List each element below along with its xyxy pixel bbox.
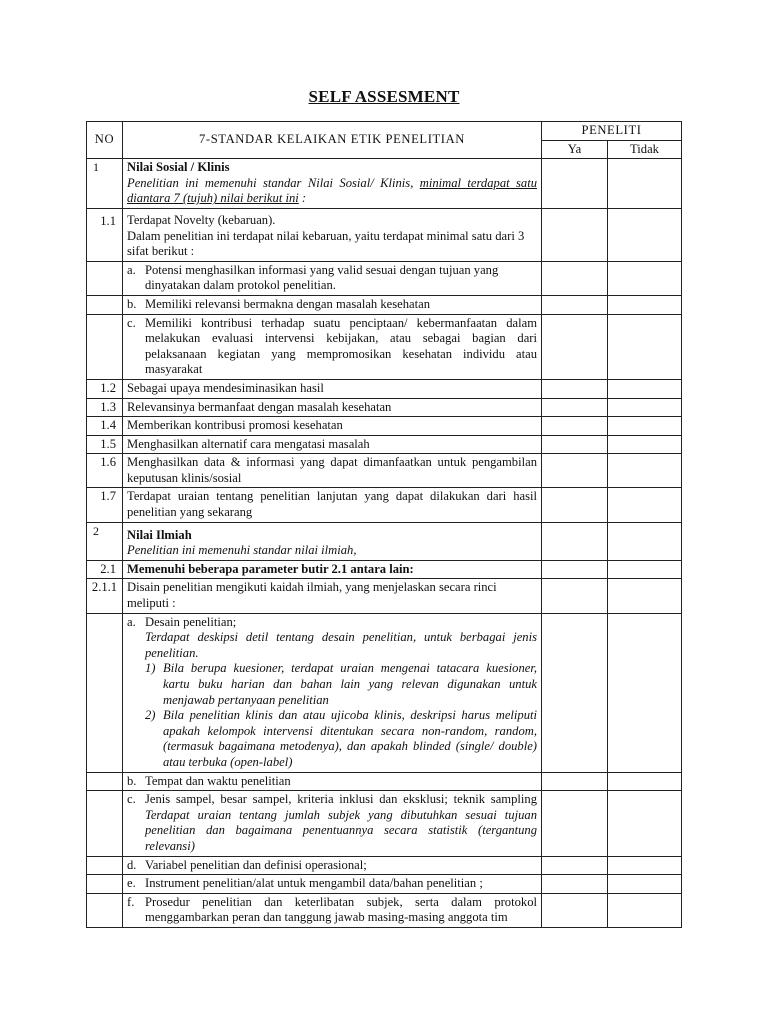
- section-description: Penelitian ini memenuhi standar Nilai Sosial/ Klinis, minimal terdapat satu diantara 7 (tujuh) nilai berikut ini :: [127, 175, 537, 206]
- checkbox-tidak[interactable]: [608, 772, 682, 791]
- list-item: d. Variabel penelitian dan definisi operasional;: [127, 857, 367, 872]
- checkbox-tidak[interactable]: [608, 454, 682, 488]
- checkbox-tidak[interactable]: [608, 893, 682, 927]
- list-item: b. Memiliki relevansi bermakna dengan masalah kesehatan: [127, 296, 431, 311]
- checkbox-tidak[interactable]: [608, 159, 682, 209]
- checkbox-ya[interactable]: [542, 772, 608, 791]
- row-number: 1.5: [87, 435, 123, 454]
- checkbox-tidak[interactable]: [608, 435, 682, 454]
- checkbox-tidak[interactable]: [608, 522, 682, 560]
- row-number: 1.7: [87, 488, 123, 522]
- table-row: [87, 379, 682, 398]
- checkbox-tidak[interactable]: [608, 295, 682, 314]
- table-row: [87, 522, 682, 560]
- table-row: [87, 893, 682, 927]
- header-tidak: Tidak: [608, 140, 682, 159]
- table-row: [87, 488, 682, 522]
- row-content: Memenuhi beberapa parameter butir 2.1 antara lain:: [123, 560, 542, 579]
- checkbox-ya[interactable]: [542, 579, 608, 613]
- row-content: [123, 314, 542, 379]
- checkbox-tidak[interactable]: [608, 488, 682, 522]
- item-description: Dalam penelitian ini terdapat nilai kebaruan, yaitu terdapat minimal satu dari 3 sifat berikut :: [127, 228, 525, 259]
- row-content: Memberikan kontribusi promosi kesehatan: [123, 417, 542, 436]
- row-content: [123, 772, 542, 791]
- row-content: Disain penelitian mengikuti kaidah ilmiah, yang menjelaskan secara rinci meliputi :: [123, 579, 542, 613]
- header-standard: 7-STANDAR KELAIKAN ETIK PENELITIAN: [123, 122, 542, 159]
- checkbox-ya[interactable]: [542, 791, 608, 856]
- table-row: [87, 791, 682, 856]
- checkbox-tidak[interactable]: [608, 417, 682, 436]
- checkbox-tidak[interactable]: [608, 398, 682, 417]
- checkbox-tidak[interactable]: [608, 208, 682, 261]
- checkbox-tidak[interactable]: [608, 791, 682, 856]
- row-content: Sebagai upaya mendesiminasikan hasil: [123, 379, 542, 398]
- row-number: 1.4: [87, 417, 123, 436]
- table-row: [87, 435, 682, 454]
- table-row: [87, 772, 682, 791]
- checkbox-tidak[interactable]: [608, 379, 682, 398]
- row-content: [123, 893, 542, 927]
- list-item: c. Jenis sampel, besar sampel, kriteria inklusi dan eksklusi; teknik sampling Terdapat uraian tentang jumlah subjek yang dibutuhkan sesuai tujuan penelitian dan bagaimana penentuannya secara statistik (tergantung relevansi): [127, 792, 537, 853]
- section-description: Penelitian ini memenuhi standar nilai ilmiah,: [127, 543, 357, 558]
- checkbox-tidak[interactable]: [608, 314, 682, 379]
- page-title: SELF ASSESMENT: [308, 87, 460, 106]
- checkbox-ya[interactable]: [542, 208, 608, 261]
- checkbox-ya[interactable]: [542, 522, 608, 560]
- table-row: [87, 261, 682, 295]
- header-peneliti: PENELITI: [542, 122, 682, 141]
- list-item: c. Memiliki kontribusi terhadap suatu penciptaan/ kebermanfaatan dalam melakukan evaluasi intervensi kebijakan, atau sebagai bagian dari pelaksanaan kegiatan yang mempromosikan kesehatan individu atau masyarakat: [127, 315, 537, 377]
- checkbox-ya[interactable]: [542, 488, 608, 522]
- checkbox-ya[interactable]: [542, 613, 608, 772]
- checkbox-ya[interactable]: [542, 159, 608, 209]
- row-content: Menghasilkan alternatif cara mengatasi masalah: [123, 435, 542, 454]
- sub-list-item: 1) Bila berupa kuesioner, terdapat uraian mengenai tatacara kuesioner, kartu buku harian dan bahan lain yang relevan digunakan untuk menjawab pertanyaan penelitian: [145, 661, 537, 707]
- row-content: [123, 875, 542, 894]
- table-row: [87, 856, 682, 875]
- table-row: [87, 454, 682, 488]
- row-content: [123, 159, 542, 209]
- row-number: 1: [87, 159, 123, 209]
- self-assessment-table: [86, 121, 682, 928]
- table-row: [87, 560, 682, 579]
- checkbox-tidak[interactable]: [608, 613, 682, 772]
- header-no: NO: [87, 122, 123, 159]
- row-number: 2: [87, 522, 123, 560]
- row-content: [123, 613, 542, 772]
- row-content: [123, 856, 542, 875]
- sub-list-item: 2) Bila penelitian klinis dan atau ujicoba klinis, deskripsi harus meliputi apakah kelompok intervensi ditentukan secara non-random, random, (termasuk bagaimana metodenya), dan apakah blinded (single/ double) atau terbuka (open-label): [145, 708, 537, 769]
- checkbox-ya[interactable]: [542, 435, 608, 454]
- section-title: Nilai Sosial / Klinis: [127, 160, 230, 175]
- row-number: 1.1: [87, 208, 123, 261]
- section-title: Nilai Ilmiah: [127, 527, 192, 542]
- checkbox-tidak[interactable]: [608, 579, 682, 613]
- checkbox-ya[interactable]: [542, 314, 608, 379]
- list-item: e. Instrument penelitian/alat untuk mengambil data/bahan penelitian ;: [127, 876, 483, 891]
- row-content: Menghasilkan data & informasi yang dapat dimanfaatkan untuk pengambilan keputusan klinis/sosial: [123, 454, 542, 488]
- list-item: f. Prosedur penelitian dan keterlibatan subjek, serta dalam protokol menggambarkan peran dan tanggung jawab masing-masing anggota tim: [127, 894, 537, 925]
- checkbox-ya[interactable]: [542, 560, 608, 579]
- table-row: [87, 613, 682, 772]
- row-content: [123, 791, 542, 856]
- row-content: [123, 208, 542, 261]
- table-row: [87, 579, 682, 613]
- item-title: Terdapat Novelty (kebaruan).: [127, 212, 276, 227]
- checkbox-ya[interactable]: [542, 856, 608, 875]
- table-row: [87, 295, 682, 314]
- table-row: [87, 417, 682, 436]
- table-header-row: [87, 122, 682, 141]
- checkbox-tidak[interactable]: [608, 560, 682, 579]
- checkbox-ya[interactable]: [542, 295, 608, 314]
- checkbox-ya[interactable]: [542, 398, 608, 417]
- table-row: [87, 398, 682, 417]
- row-number: 1.2: [87, 379, 123, 398]
- checkbox-tidak[interactable]: [608, 856, 682, 875]
- row-content: [123, 295, 542, 314]
- header-ya: Ya: [542, 140, 608, 159]
- checkbox-tidak[interactable]: [608, 875, 682, 894]
- list-item: a. Desain penelitian; Terdapat deskipsi detil tentang desain penelitian, untuk berbagai jenis penelitian.: [127, 614, 537, 660]
- checkbox-ya[interactable]: [542, 379, 608, 398]
- row-number: 2.1.1: [87, 579, 123, 613]
- row-number: 1.3: [87, 398, 123, 417]
- table-row: [87, 875, 682, 894]
- checkbox-ya[interactable]: [542, 261, 608, 295]
- row-content: [123, 522, 542, 560]
- checkbox-tidak[interactable]: [608, 261, 682, 295]
- row-number: 2.1: [87, 560, 123, 579]
- checkbox-ya[interactable]: [542, 454, 608, 488]
- table-row: [87, 314, 682, 379]
- table-row: [87, 159, 682, 209]
- row-content: Relevansinya bermanfaat dengan masalah kesehatan: [123, 398, 542, 417]
- checkbox-ya[interactable]: [542, 893, 608, 927]
- list-item: b. Tempat dan waktu penelitian: [127, 773, 291, 788]
- list-item: a. Potensi menghasilkan informasi yang valid sesuai dengan tujuan yang dinyatakan dalam protokol penelitian.: [127, 262, 499, 293]
- checkbox-ya[interactable]: [542, 417, 608, 436]
- table-row: [87, 208, 682, 261]
- row-content: [123, 261, 542, 295]
- row-number: 1.6: [87, 454, 123, 488]
- row-content: Terdapat uraian tentang penelitian lanjutan yang dapat dilakukan dari hasil penelitian yang sekarang: [123, 488, 542, 522]
- checkbox-ya[interactable]: [542, 875, 608, 894]
